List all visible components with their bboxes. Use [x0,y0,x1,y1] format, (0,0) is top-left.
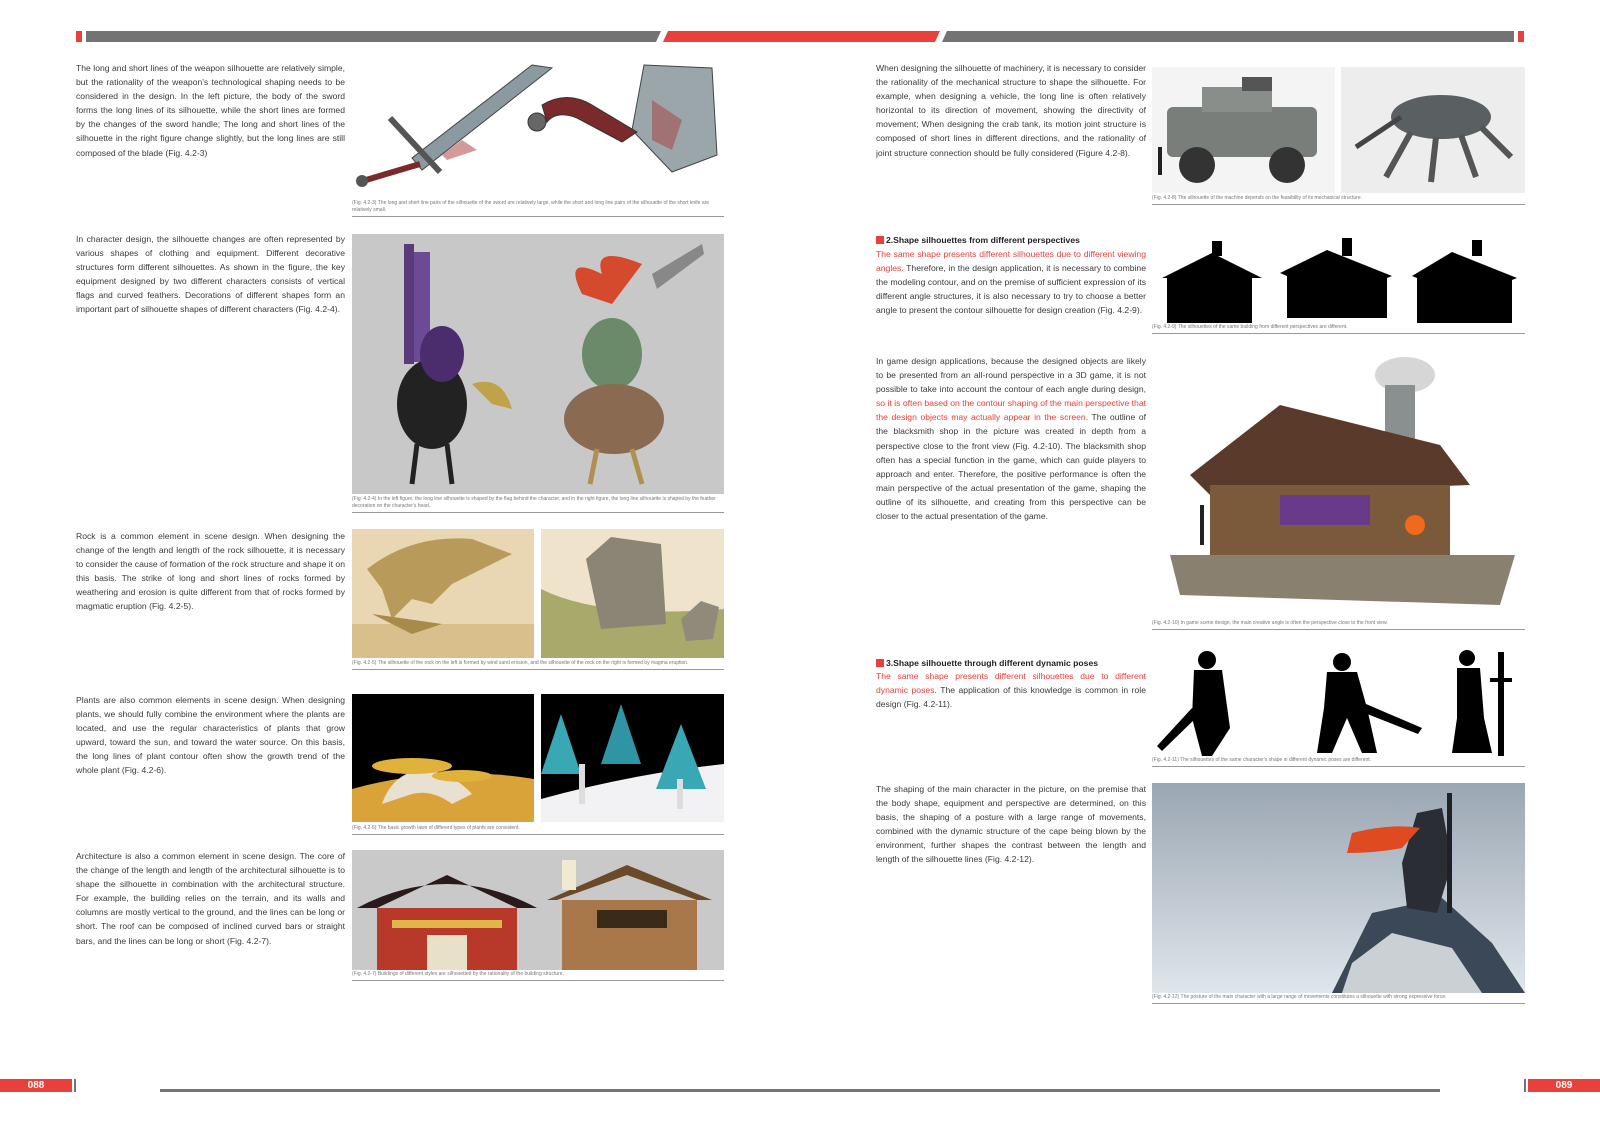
building-silhouettes [1152,238,1525,326]
character-illustration [352,234,724,494]
dynamic-poses-paragraph: The same shape presents different silhouettes due to different dynamic poses. The application of this knowledge is common in role design (Fig. 4.2-11). [876,671,1146,710]
figure-caption: (Fig. 4.2-11) The silhouettes of the same character's shape in different dynamic poses are different. [1152,757,1525,767]
main-character-paragraph: The shaping of the main character in the picture, on the premise that the body shape, equipment and perspective are determined, on this basis, the shaping of a posture with a large range of movements, combined with the dynamic structure of the cape being blown by the environment, further shapes the contrast between the length and length of the silhouette lines (Fig. 4.2-12). [876,784,1146,865]
blacksmith-shop-image [1170,355,1515,621]
page-number-left: 088 [0,1079,72,1092]
heading-marker [876,236,884,244]
figure-caption: (Fig. 4.2-12) The posture of the main character with a large range of movements constitutes a silhouette with strong expressive force. [1152,994,1525,1004]
plant-image-right [541,694,724,822]
architecture-illustration [352,850,724,970]
game-design-paragraph: In game design applications, because the designed objects are likely to be presented from an all-round perspective in a 3D game, it is not possible to take into account the contour of each angle during design, so it is often based on the contour shaping of the main perspective that the design objects may actually appear in the screen. The outline of the blacksmith shop in the picture was created in depth from a perspective close to the front view (Fig. 4.2-10). The blacksmith shop often has a special function in the game, which can guide players to approach and enter. Therefore, the positive performance is often the main perspective of the actual presentation of the game, shaping the outline of its silhouette, and creating from this perspective can be closer to the actual presentation of the game. [876,356,1146,522]
weapon-paragraph: The long and short lines of the weapon silhouette are relatively simple, but the rationality of the weapon's technological shaping needs to be considered in the design. In the left picture, the body of the sword forms the long lines of its silhouette, while the short lines are formed by the changes of the sword handle; The long and short lines of the silhouette in the right figure change slightly, but the long lines are still composed of the blade (Fig. 4.2-3) [76,63,345,158]
heading-marker [876,659,884,667]
figure-caption: (Fig. 4.2-5) The silhouette of the rock on the left is formed by wind sand erosion, and the silhouette of the rock on the right is formed by magma eruption. [352,660,724,670]
rock-paragraph: Rock is a common element in scene design. When designing the change of the length and length of the rock silhouette, it is necessary to consider the cause of formation of the rock structure and shape it on this basis. The strike of long and short lines of rocks formed by weathering and erosion is quite different from that of rocks formed by magmatic eruption (Fig. 4.2-5). [76,531,345,612]
plant-image-left [352,694,534,822]
figure-caption: (Fig. 4.2-9) The silhouettes of the same building from different perspectives are different. [1152,324,1525,334]
sword-illustration [352,60,724,193]
character-paragraph: In character design, the silhouette changes are often represented by various shapes of clothing and equipment. Different decorative structures form different silhouettes. As shown in the figure, the key equipment designed by two different characters consists of vertical flags and curved feathers. Decorations of different shapes form an important part of silhouette shapes of different characters (Fig. 4.2-4). [76,234,345,315]
architecture-paragraph: Architecture is also a common element in scene design. The core of the change of the length and length of the architectural silhouette is to shape the silhouette in combination with the architectural structure. For example, the building relies on the terrain, and its walls and columns are mostly vertical to the ground, and the lines can be long or short. The roof can be composed of inclined curved bars or straight bars, and the lines can be long or short (Fig. 4.2-7). [76,851,345,946]
crab-tank-image [1341,67,1525,193]
section-heading-perspectives: 2.Shape silhouettes from different perspectives [876,235,1080,245]
figure-caption: (Fig. 4.2-4) In the left figure, the long line silhouette is shaped by the flag behind the character, and in the right figure, the long line silhouette is shaped by the feather decoration on the character's head. [352,496,724,513]
perspectives-paragraph: The same shape presents different silhouettes due to different viewing angles. Therefore, in the design application, it is necessary to combine the modeling contour, and on the premise of sufficient expression of its different angle structures, it is also necessary to try to choose a better angle to present the contour silhouette for design creation (Fig. 4.2-9). [876,249,1146,316]
figure-caption: (Fig. 4.2-6) The basic growth laws of different types of plants are consistent. [352,825,724,835]
machinery-paragraph: When designing the silhouette of machinery, it is necessary to consider the rationality of the mechanical structure to shape the silhouette. For example, when designing a vehicle, the long line is often relatively horizontal to its direction of movement, showing the directivity of movement; When designing the crab tank, its motion joint structure is composed of short lines in different directions, and the rationality of joint structure connection should be fully considered (Figure 4.2-8). [876,63,1146,158]
figure-caption: (Fig. 4.2-3) The long and short line pairs of the silhouette of the sword are relatively large, while the short and long line pairs of the silhouette of the short knife are relatively small. [352,200,724,217]
rock-image-right [541,529,724,658]
section-heading-dynamic-poses: 3.Shape silhouette through different dynamic poses [876,658,1098,668]
vehicle-image [1152,67,1335,193]
page-number-right: 089 [1528,1079,1600,1092]
plants-paragraph: Plants are also common elements in scene design. When designing plants, we should fully combine the environment where the plants are located, and use the regular characteristics of plants that grow upward, toward the sun, and toward the water source. On this basis, the long lines of plant contour often show the growth trend of the whole plant (Fig. 4.2-6). [76,695,345,776]
figure-caption: (Fig. 4.2-8) The silhouette of the machine depends on the feasibility of its mechanical structure. [1152,195,1525,205]
rock-image-left [352,529,534,658]
figure-caption: (Fig. 4.2-10) In game scene design, the main creative angle is often the perspective close to the front view. [1152,620,1525,630]
figure-caption: (Fig. 4.2-7) Buildings of different styles are silhouetted by the rationality of the building structure. [352,971,724,981]
main-character-image [1152,783,1525,993]
header-stripes [86,31,1526,42]
pose-silhouettes [1152,648,1525,756]
